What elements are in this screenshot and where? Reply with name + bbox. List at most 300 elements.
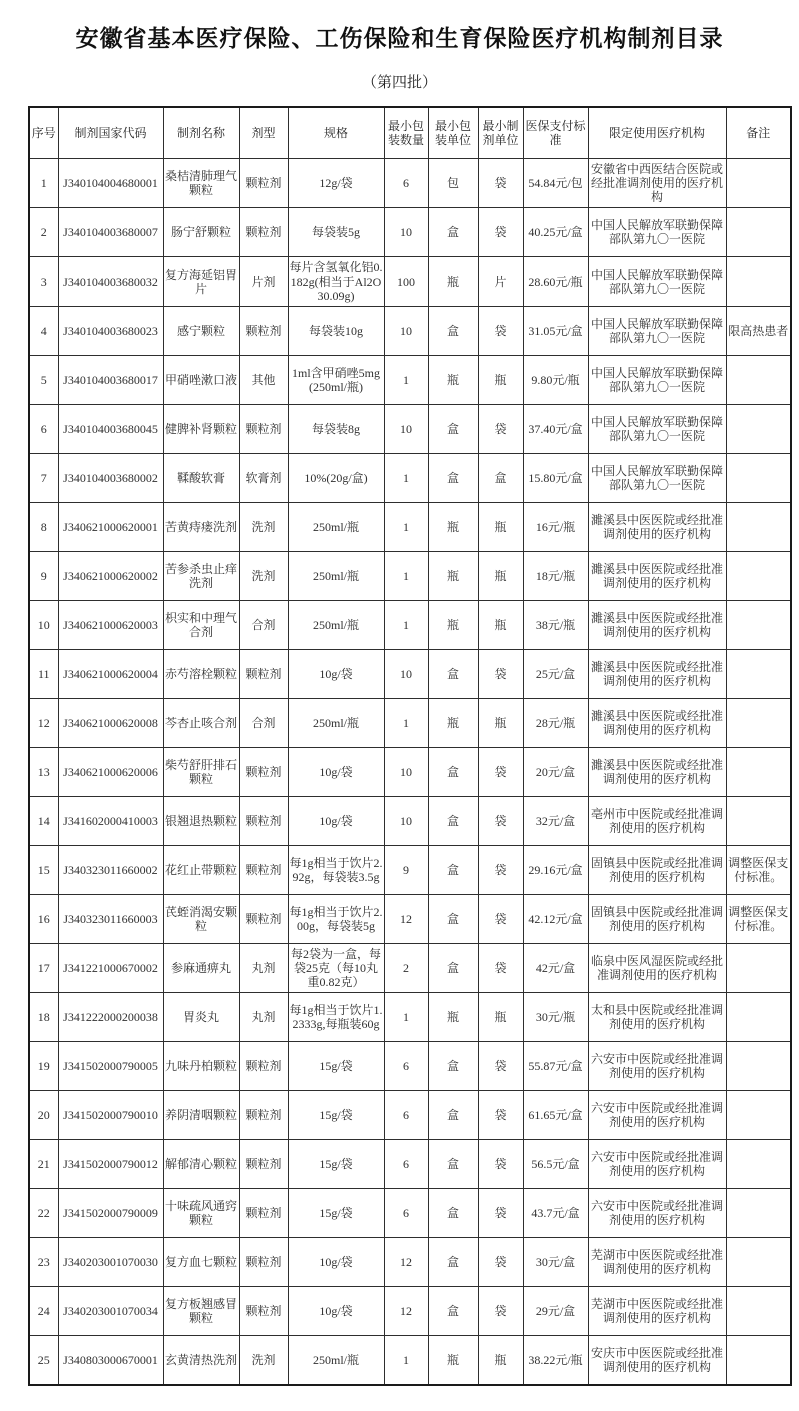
cell-dosage-form: 颗粒剂 (239, 1140, 288, 1189)
cell-dosage-form: 颗粒剂 (239, 845, 288, 894)
table-header-row (29, 107, 791, 159)
cell-remark (726, 600, 791, 649)
cell-min-package-qty: 10 (384, 796, 428, 845)
cell-code: J340104003680023 (58, 306, 163, 355)
cell-remark (726, 698, 791, 747)
cell-remark (726, 1091, 791, 1140)
cell-remark (726, 1238, 791, 1287)
table-row (29, 698, 791, 747)
cell-min-preparation-unit: 袋 (478, 1091, 523, 1140)
cell-spec: 每袋装10g (288, 306, 384, 355)
cell-restricted-institutions: 中国人民解放军联勤保障部队第九〇一医院 (588, 306, 726, 355)
cell-index: 14 (29, 796, 58, 845)
cell-min-package-unit: 盒 (428, 1042, 478, 1091)
cell-spec: 10%(20g/盒) (288, 453, 384, 502)
cell-payment-standard: 56.5元/盒 (523, 1140, 588, 1189)
table-row (29, 306, 791, 355)
cell-restricted-institutions: 中国人民解放军联勤保障部队第九〇一医院 (588, 404, 726, 453)
cell-remark (726, 159, 791, 208)
cell-restricted-institutions: 芜湖市中医医院或经批准调剂使用的医疗机构 (588, 1238, 726, 1287)
cell-min-package-qty: 10 (384, 747, 428, 796)
cell-payment-standard: 38元/瓶 (523, 600, 588, 649)
table-row (29, 1287, 791, 1336)
cell-remark: 限高热患者 (726, 306, 791, 355)
cell-code: J340621000620002 (58, 551, 163, 600)
cell-dosage-form: 颗粒剂 (239, 1238, 288, 1287)
cell-min-package-qty: 1 (384, 453, 428, 502)
cell-spec: 12g/袋 (288, 159, 384, 208)
cell-min-preparation-unit: 瓶 (478, 1336, 523, 1386)
cell-name: 芩杏止咳合剂 (163, 698, 239, 747)
cell-code: J340104004680001 (58, 159, 163, 208)
cell-restricted-institutions: 亳州市中医院或经批准调剂使用的医疗机构 (588, 796, 726, 845)
cell-name: 玄黄清热洗剂 (163, 1336, 239, 1386)
cell-dosage-form: 颗粒剂 (239, 208, 288, 257)
cell-min-package-unit: 瓶 (428, 698, 478, 747)
table-row (29, 1238, 791, 1287)
table-row (29, 943, 791, 992)
cell-min-package-qty: 9 (384, 845, 428, 894)
cell-dosage-form: 软膏剂 (239, 453, 288, 502)
column-header-min-preparation-unit: 最小制剂单位 (478, 107, 523, 159)
cell-min-package-qty: 1 (384, 502, 428, 551)
table-row (29, 649, 791, 698)
cell-min-preparation-unit: 瓶 (478, 355, 523, 404)
cell-spec: 15g/袋 (288, 1140, 384, 1189)
cell-payment-standard: 37.40元/盒 (523, 404, 588, 453)
cell-code: J340104003680002 (58, 453, 163, 502)
cell-code: J340104003680032 (58, 257, 163, 306)
cell-payment-standard: 54.84元/包 (523, 159, 588, 208)
cell-min-package-unit: 包 (428, 159, 478, 208)
cell-code: J340104003680045 (58, 404, 163, 453)
cell-min-package-qty: 1 (384, 355, 428, 404)
cell-code: J341221000670002 (58, 943, 163, 992)
cell-restricted-institutions: 濉溪县中医医院或经批准调剂使用的医疗机构 (588, 698, 726, 747)
cell-min-package-qty: 1 (384, 993, 428, 1042)
table-row (29, 1091, 791, 1140)
cell-name: 复方海延铝胃片 (163, 257, 239, 306)
cell-remark (726, 1042, 791, 1091)
cell-index: 13 (29, 747, 58, 796)
cell-payment-standard: 28元/瓶 (523, 698, 588, 747)
table-body (29, 159, 791, 1386)
column-header-code: 制剂国家代码 (58, 107, 163, 159)
cell-index: 5 (29, 355, 58, 404)
cell-min-preparation-unit: 瓶 (478, 698, 523, 747)
cell-remark: 调整医保支付标准。 (726, 845, 791, 894)
table-row (29, 1336, 791, 1386)
cell-dosage-form: 丸剂 (239, 993, 288, 1042)
cell-min-preparation-unit: 袋 (478, 208, 523, 257)
cell-code: J340203001070034 (58, 1287, 163, 1336)
table-row (29, 355, 791, 404)
table-row (29, 453, 791, 502)
cell-index: 17 (29, 943, 58, 992)
cell-dosage-form: 颗粒剂 (239, 1042, 288, 1091)
cell-code: J340803000670001 (58, 1336, 163, 1386)
cell-spec: 250ml/瓶 (288, 1336, 384, 1386)
cell-min-preparation-unit: 片 (478, 257, 523, 306)
cell-code: J340621000620003 (58, 600, 163, 649)
cell-remark (726, 1287, 791, 1336)
cell-index: 15 (29, 845, 58, 894)
cell-dosage-form: 颗粒剂 (239, 159, 288, 208)
cell-dosage-form: 颗粒剂 (239, 306, 288, 355)
cell-name: 十味疏风通窍颗粒 (163, 1189, 239, 1238)
cell-dosage-form: 颗粒剂 (239, 747, 288, 796)
cell-code: J341502000790010 (58, 1091, 163, 1140)
cell-min-preparation-unit: 袋 (478, 1238, 523, 1287)
cell-name: 肠宁舒颗粒 (163, 208, 239, 257)
column-header-dosage-form: 剂型 (239, 107, 288, 159)
cell-index: 3 (29, 257, 58, 306)
column-header-restricted-institutions: 限定使用医疗机构 (588, 107, 726, 159)
cell-payment-standard: 15.80元/盒 (523, 453, 588, 502)
cell-dosage-form: 洗剂 (239, 551, 288, 600)
column-header-name: 制剂名称 (163, 107, 239, 159)
cell-min-preparation-unit: 瓶 (478, 993, 523, 1042)
cell-min-preparation-unit: 袋 (478, 1287, 523, 1336)
column-header-min-package-qty: 最小包装数量 (384, 107, 428, 159)
cell-min-package-qty: 1 (384, 600, 428, 649)
cell-payment-standard: 18元/瓶 (523, 551, 588, 600)
cell-min-preparation-unit: 瓶 (478, 600, 523, 649)
column-header-index: 序号 (29, 107, 58, 159)
page-title: 安徽省基本医疗保险、工伤保险和生育保险医疗机构制剂目录 (75, 25, 724, 51)
cell-min-preparation-unit: 袋 (478, 845, 523, 894)
cell-min-package-qty: 12 (384, 1287, 428, 1336)
table-row (29, 257, 791, 306)
cell-code: J341602000410003 (58, 796, 163, 845)
cell-min-package-qty: 6 (384, 1140, 428, 1189)
column-header-remark: 备注 (726, 107, 791, 159)
cell-payment-standard: 31.05元/盒 (523, 306, 588, 355)
cell-name: 桑桔清肺理气颗粒 (163, 159, 239, 208)
cell-min-preparation-unit: 袋 (478, 943, 523, 992)
cell-index: 20 (29, 1091, 58, 1140)
cell-code: J340104003680017 (58, 355, 163, 404)
cell-payment-standard: 29元/盒 (523, 1287, 588, 1336)
cell-name: 九味丹柏颗粒 (163, 1042, 239, 1091)
cell-min-package-unit: 瓶 (428, 600, 478, 649)
cell-remark (726, 502, 791, 551)
cell-code: J341502000790005 (58, 1042, 163, 1091)
cell-spec: 每片含氢氧化铝0.182g(相当于Al2O30.09g) (288, 257, 384, 306)
cell-index: 9 (29, 551, 58, 600)
cell-remark (726, 404, 791, 453)
cell-min-preparation-unit: 盒 (478, 453, 523, 502)
cell-payment-standard: 61.65元/盒 (523, 1091, 588, 1140)
cell-index: 23 (29, 1238, 58, 1287)
cell-name: 柴芍舒肝排石颗粒 (163, 747, 239, 796)
cell-min-package-qty: 10 (384, 208, 428, 257)
cell-min-package-unit: 瓶 (428, 993, 478, 1042)
table-row (29, 845, 791, 894)
cell-payment-standard: 25元/盒 (523, 649, 588, 698)
cell-spec: 每1g相当于饮片2.00g，每袋装5g (288, 894, 384, 943)
cell-spec: 250ml/瓶 (288, 502, 384, 551)
cell-min-package-unit: 瓶 (428, 1336, 478, 1386)
cell-restricted-institutions: 临泉中医风湿医院或经批准调剂使用的医疗机构 (588, 943, 726, 992)
cell-remark (726, 747, 791, 796)
cell-min-package-unit: 盒 (428, 453, 478, 502)
cell-min-package-unit: 瓶 (428, 502, 478, 551)
cell-name: 银翘退热颗粒 (163, 796, 239, 845)
cell-index: 12 (29, 698, 58, 747)
cell-min-package-unit: 盒 (428, 306, 478, 355)
cell-min-package-qty: 6 (384, 1042, 428, 1091)
cell-restricted-institutions: 中国人民解放军联勤保障部队第九〇一医院 (588, 208, 726, 257)
cell-name: 复方血七颗粒 (163, 1238, 239, 1287)
cell-dosage-form: 片剂 (239, 257, 288, 306)
cell-min-package-unit: 盒 (428, 1091, 478, 1140)
cell-spec: 250ml/瓶 (288, 551, 384, 600)
column-header-spec: 规格 (288, 107, 384, 159)
cell-spec: 每1g相当于饮片2.92g，每袋装3.5g (288, 845, 384, 894)
cell-payment-standard: 29.16元/盒 (523, 845, 588, 894)
cell-name: 复方板翘感冒颗粒 (163, 1287, 239, 1336)
cell-min-package-unit: 瓶 (428, 257, 478, 306)
cell-restricted-institutions: 安徽省中西医结合医院或经批准调剂使用的医疗机构 (588, 159, 726, 208)
cell-min-preparation-unit: 袋 (478, 649, 523, 698)
cell-restricted-institutions: 安庆市中医医院或经批准调剂使用的医疗机构 (588, 1336, 726, 1386)
cell-index: 18 (29, 993, 58, 1042)
cell-dosage-form: 颗粒剂 (239, 404, 288, 453)
cell-min-package-qty: 100 (384, 257, 428, 306)
cell-name: 胃炎丸 (163, 993, 239, 1042)
cell-code: J340621000620008 (58, 698, 163, 747)
cell-code: J341222000200038 (58, 993, 163, 1042)
cell-name: 苦黄痔瘘洗剂 (163, 502, 239, 551)
cell-min-package-unit: 盒 (428, 894, 478, 943)
cell-spec: 15g/袋 (288, 1091, 384, 1140)
cell-dosage-form: 丸剂 (239, 943, 288, 992)
cell-min-package-unit: 盒 (428, 845, 478, 894)
cell-remark (726, 649, 791, 698)
cell-payment-standard: 30元/盒 (523, 1238, 588, 1287)
cell-index: 24 (29, 1287, 58, 1336)
cell-index: 7 (29, 453, 58, 502)
cell-min-package-qty: 10 (384, 649, 428, 698)
cell-index: 2 (29, 208, 58, 257)
cell-index: 16 (29, 894, 58, 943)
cell-index: 19 (29, 1042, 58, 1091)
cell-min-preparation-unit: 袋 (478, 894, 523, 943)
cell-min-package-unit: 盒 (428, 1287, 478, 1336)
cell-name: 感宁颗粒 (163, 306, 239, 355)
cell-min-preparation-unit: 袋 (478, 159, 523, 208)
cell-dosage-form: 颗粒剂 (239, 649, 288, 698)
preparation-catalog-table (28, 106, 792, 1386)
cell-payment-standard: 38.22元/瓶 (523, 1336, 588, 1386)
cell-remark (726, 1189, 791, 1238)
cell-dosage-form: 合剂 (239, 600, 288, 649)
cell-min-preparation-unit: 袋 (478, 404, 523, 453)
cell-name: 健脾补肾颗粒 (163, 404, 239, 453)
column-header-payment-standard: 医保支付标准 (523, 107, 588, 159)
cell-spec: 每袋装5g (288, 208, 384, 257)
cell-remark (726, 551, 791, 600)
cell-restricted-institutions: 太和县中医院或经批准调剂使用的医疗机构 (588, 993, 726, 1042)
cell-payment-standard: 43.7元/盒 (523, 1189, 588, 1238)
cell-restricted-institutions: 六安市中医院或经批准调剂使用的医疗机构 (588, 1140, 726, 1189)
cell-min-package-qty: 12 (384, 1238, 428, 1287)
cell-min-package-unit: 盒 (428, 943, 478, 992)
cell-remark (726, 1336, 791, 1386)
cell-min-preparation-unit: 瓶 (478, 551, 523, 600)
cell-dosage-form: 洗剂 (239, 1336, 288, 1386)
cell-index: 11 (29, 649, 58, 698)
cell-restricted-institutions: 濉溪县中医医院或经批准调剂使用的医疗机构 (588, 600, 726, 649)
cell-spec: 15g/袋 (288, 1189, 384, 1238)
cell-remark (726, 943, 791, 992)
cell-payment-standard: 40.25元/盒 (523, 208, 588, 257)
cell-restricted-institutions: 濉溪县中医医院或经批准调剂使用的医疗机构 (588, 502, 726, 551)
cell-dosage-form: 合剂 (239, 698, 288, 747)
cell-spec: 250ml/瓶 (288, 600, 384, 649)
cell-min-preparation-unit: 袋 (478, 747, 523, 796)
cell-spec: 每1g相当于饮片1.2333g,每瓶装60g (288, 993, 384, 1042)
cell-index: 22 (29, 1189, 58, 1238)
cell-payment-standard: 32元/盒 (523, 796, 588, 845)
cell-code: J340323011660002 (58, 845, 163, 894)
table-row (29, 894, 791, 943)
cell-name: 赤芍溶栓颗粒 (163, 649, 239, 698)
cell-index: 4 (29, 306, 58, 355)
cell-remark (726, 453, 791, 502)
cell-spec: 每袋装8g (288, 404, 384, 453)
cell-spec: 10g/袋 (288, 796, 384, 845)
cell-min-preparation-unit: 袋 (478, 1042, 523, 1091)
cell-name: 花红止带颗粒 (163, 845, 239, 894)
cell-min-package-unit: 盒 (428, 208, 478, 257)
cell-restricted-institutions: 固镇县中医院或经批准调剂使用的医疗机构 (588, 845, 726, 894)
cell-min-package-qty: 1 (384, 551, 428, 600)
cell-remark (726, 208, 791, 257)
cell-min-package-unit: 盒 (428, 796, 478, 845)
cell-remark (726, 796, 791, 845)
cell-min-preparation-unit: 袋 (478, 1140, 523, 1189)
cell-restricted-institutions: 固镇县中医院或经批准调剂使用的医疗机构 (588, 894, 726, 943)
cell-index: 6 (29, 404, 58, 453)
cell-min-preparation-unit: 袋 (478, 796, 523, 845)
cell-code: J340104003680007 (58, 208, 163, 257)
cell-index: 25 (29, 1336, 58, 1386)
cell-payment-standard: 30元/瓶 (523, 993, 588, 1042)
cell-payment-standard: 42元/盒 (523, 943, 588, 992)
cell-min-package-qty: 1 (384, 1336, 428, 1386)
cell-restricted-institutions: 六安市中医院或经批准调剂使用的医疗机构 (588, 1189, 726, 1238)
cell-spec: 15g/袋 (288, 1042, 384, 1091)
cell-index: 8 (29, 502, 58, 551)
page-subtitle: （第四批） (361, 74, 437, 91)
table-row (29, 993, 791, 1042)
cell-index: 1 (29, 159, 58, 208)
cell-spec: 10g/袋 (288, 1287, 384, 1336)
cell-code: J341502000790012 (58, 1140, 163, 1189)
cell-name: 解郁清心颗粒 (163, 1140, 239, 1189)
cell-spec: 10g/袋 (288, 1238, 384, 1287)
cell-min-package-qty: 6 (384, 1091, 428, 1140)
table-row (29, 1140, 791, 1189)
cell-min-preparation-unit: 瓶 (478, 502, 523, 551)
cell-name: 苦参杀虫止痒洗剂 (163, 551, 239, 600)
cell-remark (726, 257, 791, 306)
cell-min-package-qty: 2 (384, 943, 428, 992)
cell-payment-standard: 9.80元/瓶 (523, 355, 588, 404)
cell-min-package-qty: 12 (384, 894, 428, 943)
table-row (29, 208, 791, 257)
cell-name: 枳实和中理气合剂 (163, 600, 239, 649)
cell-min-package-unit: 盒 (428, 404, 478, 453)
table-row (29, 159, 791, 208)
cell-dosage-form: 颗粒剂 (239, 1091, 288, 1140)
table-row (29, 600, 791, 649)
cell-min-preparation-unit: 袋 (478, 1189, 523, 1238)
cell-payment-standard: 42.12元/盒 (523, 894, 588, 943)
table-row (29, 747, 791, 796)
cell-dosage-form: 颗粒剂 (239, 894, 288, 943)
cell-remark (726, 1140, 791, 1189)
cell-code: J340621000620004 (58, 649, 163, 698)
cell-min-package-unit: 盒 (428, 1238, 478, 1287)
cell-payment-standard: 28.60元/瓶 (523, 257, 588, 306)
cell-name: 甲硝唑漱口液 (163, 355, 239, 404)
cell-name: 养阴清咽颗粒 (163, 1091, 239, 1140)
cell-min-package-unit: 盒 (428, 1189, 478, 1238)
table-row (29, 502, 791, 551)
cell-spec: 1ml含甲硝唑5mg(250ml/瓶) (288, 355, 384, 404)
column-header-min-package-unit: 最小包装单位 (428, 107, 478, 159)
cell-code: J340323011660003 (58, 894, 163, 943)
cell-restricted-institutions: 中国人民解放军联勤保障部队第九〇一医院 (588, 453, 726, 502)
cell-spec: 10g/袋 (288, 747, 384, 796)
cell-restricted-institutions: 六安市中医院或经批准调剂使用的医疗机构 (588, 1091, 726, 1140)
cell-min-package-unit: 盒 (428, 649, 478, 698)
cell-index: 21 (29, 1140, 58, 1189)
cell-code: J340621000620001 (58, 502, 163, 551)
cell-index: 10 (29, 600, 58, 649)
cell-restricted-institutions: 中国人民解放军联勤保障部队第九〇一医院 (588, 355, 726, 404)
cell-spec: 10g/袋 (288, 649, 384, 698)
cell-min-package-qty: 6 (384, 1189, 428, 1238)
cell-restricted-institutions: 濉溪县中医医院或经批准调剂使用的医疗机构 (588, 551, 726, 600)
cell-restricted-institutions: 濉溪县中医医院或经批准调剂使用的医疗机构 (588, 747, 726, 796)
cell-min-package-unit: 盒 (428, 1140, 478, 1189)
cell-restricted-institutions: 中国人民解放军联勤保障部队第九〇一医院 (588, 257, 726, 306)
cell-spec: 250ml/瓶 (288, 698, 384, 747)
cell-spec: 每2袋为一盒，每袋25克（每10丸重0.82克） (288, 943, 384, 992)
table-row (29, 796, 791, 845)
cell-dosage-form: 颗粒剂 (239, 1189, 288, 1238)
cell-min-package-unit: 瓶 (428, 355, 478, 404)
cell-name: 芪蛭消渴安颗粒 (163, 894, 239, 943)
cell-remark (726, 355, 791, 404)
table-row (29, 404, 791, 453)
cell-min-package-unit: 瓶 (428, 551, 478, 600)
cell-remark (726, 993, 791, 1042)
cell-restricted-institutions: 芜湖市中医医院或经批准调剂使用的医疗机构 (588, 1287, 726, 1336)
cell-payment-standard: 55.87元/盒 (523, 1042, 588, 1091)
table-row (29, 551, 791, 600)
cell-payment-standard: 20元/盒 (523, 747, 588, 796)
cell-dosage-form: 洗剂 (239, 502, 288, 551)
table-row (29, 1189, 791, 1238)
cell-remark: 调整医保支付标准。 (726, 894, 791, 943)
cell-dosage-form: 颗粒剂 (239, 1287, 288, 1336)
cell-restricted-institutions: 六安市中医院或经批准调剂使用的医疗机构 (588, 1042, 726, 1091)
